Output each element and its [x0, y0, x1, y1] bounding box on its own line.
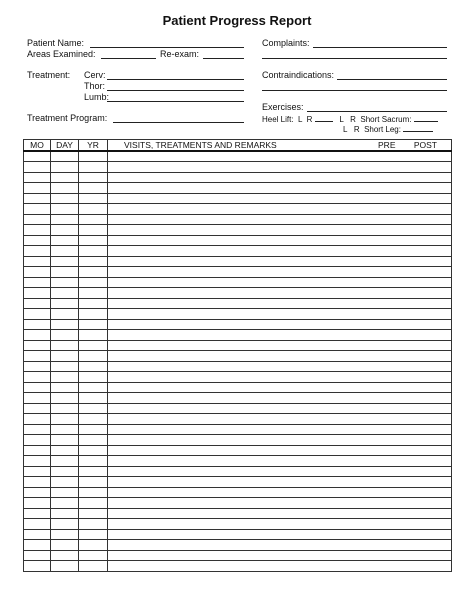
remarks-cell[interactable] [108, 267, 452, 278]
day-cell[interactable] [51, 162, 79, 173]
day-cell[interactable] [51, 225, 79, 236]
short-sacrum-label: Short Sacrum: [360, 115, 412, 124]
remarks-cell[interactable] [108, 172, 452, 183]
table-header-row [24, 140, 452, 152]
yr-cell[interactable] [79, 508, 108, 519]
yr-cell[interactable] [79, 225, 108, 236]
mo-cell[interactable] [24, 414, 51, 425]
table-row [24, 151, 452, 162]
mo-cell[interactable] [24, 351, 51, 362]
remarks-cell[interactable] [108, 235, 452, 246]
mo-cell[interactable] [24, 561, 51, 572]
yr-cell[interactable] [79, 214, 108, 225]
table-row [24, 288, 452, 299]
day-cell[interactable] [51, 519, 79, 530]
yr-cell[interactable] [79, 393, 108, 404]
mo-cell[interactable] [24, 214, 51, 225]
mo-cell[interactable] [24, 172, 51, 183]
day-cell[interactable] [51, 267, 79, 278]
remarks-cell[interactable] [108, 361, 452, 372]
short-sacrum-right[interactable]: R [350, 115, 356, 124]
mo-cell[interactable] [24, 382, 51, 393]
day-cell[interactable] [51, 235, 79, 246]
table-row [24, 162, 452, 173]
remarks-cell[interactable] [108, 529, 452, 540]
yr-cell[interactable] [79, 456, 108, 467]
day-cell[interactable] [51, 183, 79, 194]
day-cell[interactable] [51, 414, 79, 425]
yr-cell[interactable] [79, 340, 108, 351]
mo-cell[interactable] [24, 267, 51, 278]
yr-cell[interactable] [79, 183, 108, 194]
mo-cell[interactable] [24, 288, 51, 299]
table-row [24, 214, 452, 225]
day-cell[interactable] [51, 288, 79, 299]
remarks-cell[interactable] [108, 151, 452, 162]
short-leg-left[interactable]: L [343, 125, 348, 134]
short-leg-row [343, 124, 433, 135]
table-row [24, 477, 452, 488]
yr-cell[interactable] [79, 487, 108, 498]
table-row [24, 561, 452, 572]
day-cell[interactable] [51, 256, 79, 267]
thor-label: Thor: [84, 81, 106, 91]
table-row [24, 393, 452, 404]
remarks-cell[interactable] [108, 225, 452, 236]
yr-cell[interactable] [79, 477, 108, 488]
col-day-header: DAY [51, 140, 79, 152]
table-row [24, 487, 452, 498]
day-cell[interactable] [51, 456, 79, 467]
day-cell[interactable] [51, 319, 79, 330]
day-cell[interactable] [51, 193, 79, 204]
table-row [24, 309, 452, 320]
yr-cell[interactable] [79, 277, 108, 288]
yr-cell[interactable] [79, 414, 108, 425]
remarks-cell[interactable] [108, 256, 452, 267]
yr-cell[interactable] [79, 361, 108, 372]
remarks-cell[interactable] [108, 246, 452, 257]
complaints-field-line-2[interactable] [262, 58, 447, 59]
mo-cell[interactable] [24, 540, 51, 551]
areas-examined-field[interactable] [101, 58, 156, 59]
yr-cell[interactable] [79, 351, 108, 362]
table-row [24, 550, 452, 561]
areas-examined-label: Areas Examined: [27, 49, 96, 59]
mo-cell[interactable] [24, 487, 51, 498]
yr-cell[interactable] [79, 298, 108, 309]
yr-cell[interactable] [79, 382, 108, 393]
remarks-cell[interactable] [108, 403, 452, 414]
mo-cell[interactable] [24, 277, 51, 288]
yr-cell[interactable] [79, 246, 108, 257]
yr-cell[interactable] [79, 561, 108, 572]
mo-cell[interactable] [24, 456, 51, 467]
yr-cell[interactable] [79, 550, 108, 561]
thor-field[interactable] [107, 90, 244, 91]
day-cell[interactable] [51, 403, 79, 414]
day-cell[interactable] [51, 498, 79, 509]
yr-cell[interactable] [79, 424, 108, 435]
remarks-cell[interactable] [108, 162, 452, 173]
mo-cell[interactable] [24, 466, 51, 477]
mo-cell[interactable] [24, 193, 51, 204]
mo-cell[interactable] [24, 162, 51, 173]
remarks-cell[interactable] [108, 372, 452, 383]
col-remarks-header [108, 140, 452, 152]
visit-log-table [23, 139, 452, 572]
table-row [24, 498, 452, 509]
yr-cell[interactable] [79, 319, 108, 330]
day-cell[interactable] [51, 508, 79, 519]
lumb-label: Lumb: [84, 92, 110, 102]
mo-cell[interactable] [24, 424, 51, 435]
day-cell[interactable] [51, 361, 79, 372]
contraindications-field-line-2[interactable] [262, 90, 447, 91]
re-exam-field[interactable] [203, 58, 244, 59]
table-row [24, 382, 452, 393]
mo-cell[interactable] [24, 477, 51, 488]
remarks-cell[interactable] [108, 487, 452, 498]
table-row [24, 277, 452, 288]
mo-cell[interactable] [24, 298, 51, 309]
mo-cell[interactable] [24, 508, 51, 519]
table-row [24, 256, 452, 267]
mo-cell[interactable] [24, 340, 51, 351]
short-leg-right[interactable]: R [353, 125, 360, 134]
table-row [24, 424, 452, 435]
pre-post-header-label: PRE POST [378, 140, 437, 150]
day-cell[interactable] [51, 298, 79, 309]
col-mo-header: MO [24, 140, 51, 152]
yr-cell[interactable] [79, 403, 108, 414]
treatment-label: Treatment: [27, 70, 71, 80]
table-row [24, 403, 452, 414]
heel-lift-left[interactable]: L [298, 115, 303, 124]
mo-cell[interactable] [24, 435, 51, 446]
day-cell[interactable] [51, 214, 79, 225]
day-cell[interactable] [51, 172, 79, 183]
remarks-cell[interactable] [108, 435, 452, 446]
table-row [24, 330, 452, 341]
day-cell[interactable] [51, 466, 79, 477]
day-cell[interactable] [51, 246, 79, 257]
yr-cell[interactable] [79, 256, 108, 267]
day-cell[interactable] [51, 330, 79, 341]
table-row [24, 225, 452, 236]
yr-cell[interactable] [79, 204, 108, 215]
mo-cell[interactable] [24, 204, 51, 215]
mo-cell[interactable] [24, 393, 51, 404]
visit-log-body [24, 151, 452, 571]
mo-cell[interactable] [24, 235, 51, 246]
table-row [24, 172, 452, 183]
mo-cell[interactable] [24, 445, 51, 456]
exercises-field[interactable] [307, 111, 447, 112]
mo-cell[interactable] [24, 183, 51, 194]
mo-cell[interactable] [24, 372, 51, 383]
remarks-cell[interactable] [108, 204, 452, 215]
day-cell[interactable] [51, 550, 79, 561]
table-row [24, 445, 452, 456]
table-row [24, 414, 452, 425]
remarks-cell[interactable] [108, 540, 452, 551]
patient-name-label: Patient Name: [27, 38, 85, 48]
remarks-cell[interactable] [108, 340, 452, 351]
day-cell[interactable] [51, 529, 79, 540]
col-yr-header: YR [79, 140, 108, 152]
table-row [24, 351, 452, 362]
day-cell[interactable] [51, 151, 79, 162]
yr-cell[interactable] [79, 193, 108, 204]
day-cell[interactable] [51, 309, 79, 320]
remarks-cell[interactable] [108, 498, 452, 509]
remarks-header-label: VISITS, TREATMENTS AND REMARKS [124, 140, 277, 150]
complaints-label: Complaints: [262, 38, 310, 48]
yr-cell[interactable] [79, 372, 108, 383]
re-exam-label: Re-exam: [160, 49, 200, 59]
table-row [24, 519, 452, 530]
mo-cell[interactable] [24, 225, 51, 236]
table-row [24, 508, 452, 519]
remarks-cell[interactable] [108, 519, 452, 530]
remarks-cell[interactable] [108, 277, 452, 288]
exercises-label: Exercises: [262, 102, 304, 112]
mo-cell[interactable] [24, 151, 51, 162]
day-cell[interactable] [51, 487, 79, 498]
yr-cell[interactable] [79, 288, 108, 299]
complaints-field[interactable] [313, 47, 447, 48]
treatment-program-field[interactable] [113, 122, 244, 123]
remarks-cell[interactable] [108, 319, 452, 330]
remarks-cell[interactable] [108, 298, 452, 309]
yr-cell[interactable] [79, 172, 108, 183]
remarks-cell[interactable] [108, 424, 452, 435]
remarks-cell[interactable] [108, 351, 452, 362]
remarks-cell[interactable] [108, 477, 452, 488]
mo-cell[interactable] [24, 330, 51, 341]
remarks-cell[interactable] [108, 288, 452, 299]
yr-cell[interactable] [79, 309, 108, 320]
mo-cell[interactable] [24, 519, 51, 530]
yr-cell[interactable] [79, 529, 108, 540]
day-cell[interactable] [51, 477, 79, 488]
table-row [24, 235, 452, 246]
treatment-program-label: Treatment Program: [27, 113, 108, 123]
day-cell[interactable] [51, 340, 79, 351]
remarks-cell[interactable] [108, 330, 452, 341]
table-row [24, 298, 452, 309]
remarks-cell[interactable] [108, 414, 452, 425]
short-sacrum-field[interactable] [414, 114, 438, 122]
day-cell[interactable] [51, 351, 79, 362]
remarks-cell[interactable] [108, 393, 452, 404]
table-row [24, 456, 452, 467]
short-leg-field[interactable] [403, 124, 433, 132]
yr-cell[interactable] [79, 235, 108, 246]
day-cell[interactable] [51, 424, 79, 435]
remarks-cell[interactable] [108, 445, 452, 456]
table-row [24, 361, 452, 372]
table-row [24, 183, 452, 194]
lumb-field[interactable] [107, 101, 244, 102]
remarks-cell[interactable] [108, 456, 452, 467]
table-row [24, 540, 452, 551]
remarks-cell[interactable] [108, 309, 452, 320]
remarks-cell[interactable] [108, 508, 452, 519]
yr-cell[interactable] [79, 519, 108, 530]
remarks-cell[interactable] [108, 183, 452, 194]
day-cell[interactable] [51, 372, 79, 383]
heel-lift-field[interactable] [315, 114, 333, 122]
patient-name-field[interactable] [90, 47, 244, 48]
remarks-cell[interactable] [108, 466, 452, 477]
yr-cell[interactable] [79, 267, 108, 278]
table-row [24, 435, 452, 446]
mo-cell[interactable] [24, 550, 51, 561]
table-row [24, 340, 452, 351]
contraindications-label: Contraindications: [262, 70, 335, 80]
yr-cell[interactable] [79, 445, 108, 456]
table-row [24, 319, 452, 330]
contraindications-field[interactable] [337, 79, 447, 80]
remarks-cell[interactable] [108, 382, 452, 393]
mo-cell[interactable] [24, 498, 51, 509]
mo-cell[interactable] [24, 403, 51, 414]
day-cell[interactable] [51, 561, 79, 572]
remarks-cell[interactable] [108, 214, 452, 225]
cerv-label: Cerv: [84, 70, 106, 80]
page-title: Patient Progress Report [162, 13, 312, 28]
yr-cell[interactable] [79, 435, 108, 446]
day-cell[interactable] [51, 393, 79, 404]
day-cell[interactable] [51, 277, 79, 288]
yr-cell[interactable] [79, 498, 108, 509]
mo-cell[interactable] [24, 246, 51, 257]
mo-cell[interactable] [24, 529, 51, 540]
day-cell[interactable] [51, 540, 79, 551]
table-row [24, 529, 452, 540]
short-leg-label: Short Leg: [364, 125, 401, 134]
yr-cell[interactable] [79, 162, 108, 173]
yr-cell[interactable] [79, 330, 108, 341]
heel-lift-label: Heel Lift: [262, 115, 294, 124]
short-sacrum-left[interactable]: L [339, 115, 344, 124]
mo-cell[interactable] [24, 256, 51, 267]
yr-cell[interactable] [79, 540, 108, 551]
table-row [24, 267, 452, 278]
mo-cell[interactable] [24, 319, 51, 330]
table-row [24, 193, 452, 204]
yr-cell[interactable] [79, 151, 108, 162]
remarks-cell[interactable] [108, 561, 452, 572]
yr-cell[interactable] [79, 466, 108, 477]
day-cell[interactable] [51, 435, 79, 446]
table-row [24, 466, 452, 477]
mo-cell[interactable] [24, 309, 51, 320]
day-cell[interactable] [51, 204, 79, 215]
table-row [24, 372, 452, 383]
cerv-field[interactable] [107, 79, 244, 80]
mo-cell[interactable] [24, 361, 51, 372]
table-row [24, 204, 452, 215]
table-row [24, 246, 452, 257]
day-cell[interactable] [51, 445, 79, 456]
remarks-cell[interactable] [108, 550, 452, 561]
remarks-cell[interactable] [108, 193, 452, 204]
day-cell[interactable] [51, 382, 79, 393]
heel-lift-right[interactable]: R [306, 115, 313, 124]
